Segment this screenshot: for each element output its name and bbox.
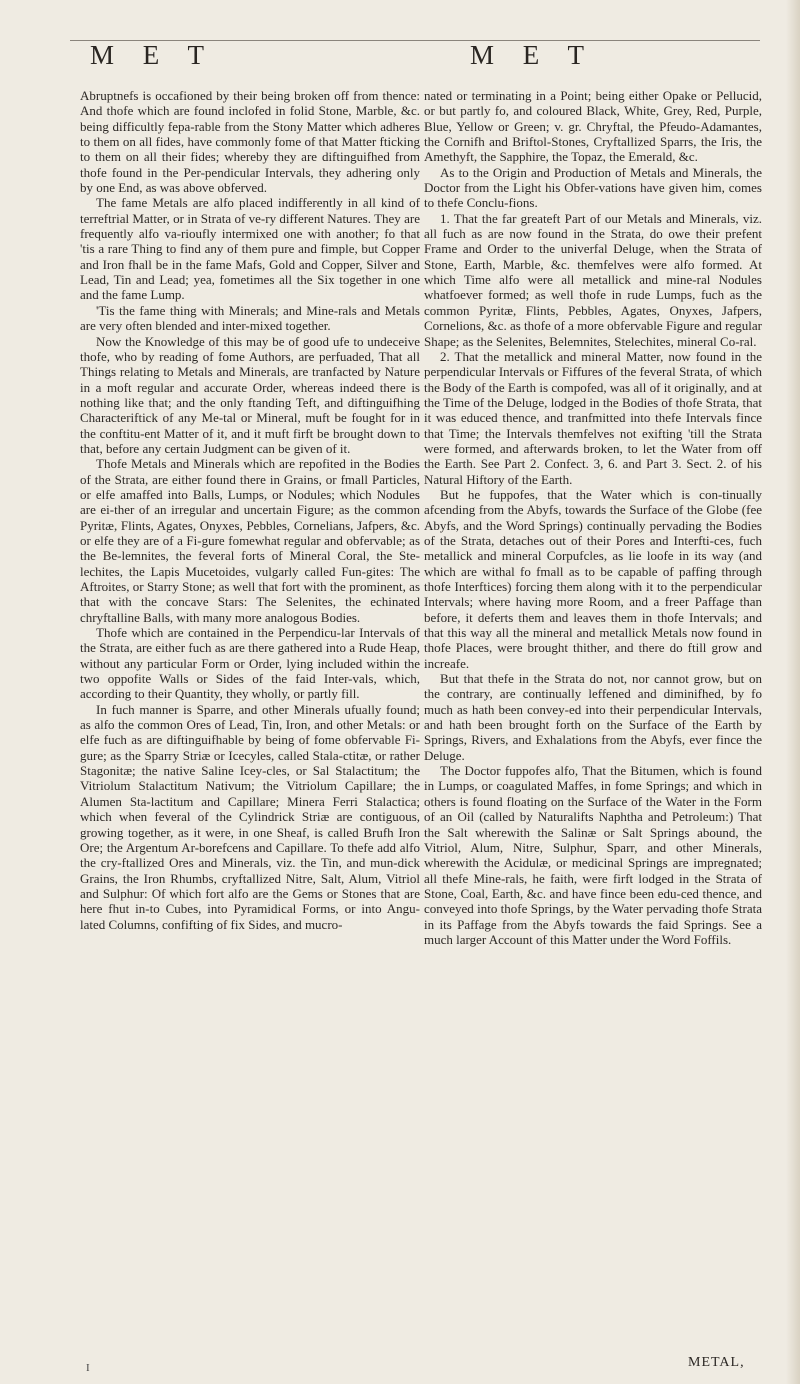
running-head-left: M E T — [90, 40, 216, 70]
paragraph: 1. That the far greateft Part of our Metals and Minerals, viz. all fuch as are now found in the Strata, do owe their prefent Frame and Order to the univerfal Deluge, when the Strata of Stone, Earth, Marble, &c. themfelves were alfo formed. At which Time alfo were all metallick and mine-ral Nodules whatfoever formed; as well thofe in rude Lumps, fuch as the common Pyritæ, Flints, Pebbles, Agates, Onyxes, Jafpers, Cornelions, &c. as thofe of a more obfervable Figure and regular Shape; as the Selenites, Belemnites, Stelechites, mineral Co-ral. — [424, 210, 762, 349]
catchword: METAL, — [688, 1355, 745, 1370]
running-head-right: M E T — [470, 40, 596, 70]
paragraph: But that thefe in the Strata do not, nor cannot grow, but on the contrary, are continually leffened and diminifhed, by fo much as hath been convey-ed into their perpendicular Intervals, and hath been brought forth on the Surface of the Earth by Springs, Rivers, and Exhalations from the Abyfs, ever fince the Deluge. — [424, 671, 762, 763]
paragraph: The fame Metals are alfo placed indifferently in all kind of terreftrial Matter, or in Strata of ve-ry different Natures. They are frequently alfo va-rioufly intermixed one with another; fo that 'tis a rare Thing to find any of them pure and fimple, but Copper and Iron fhall be in the fame Mafs, Gold and Copper, Silver and Lead, Tin and Lead; yea, fometimes all the Six together in one and the fame Lump. — [80, 195, 420, 303]
paragraph: In fuch manner is Sparre, and other Minerals ufually found; as alfo the common Ores of Lead, Tin, Iron, and other Metals: or elfe fuch as are diftinguifhable by being of fome obfervable Fi-gure; as the Sparry Striæ or Icecyles, called Stala-ctitæ, or rather Stagonitæ; the native Saline Icey-cles, or Sal Stalactitum; the Vitriolum Stalactitum Nativum; the Vitriolum Capillare; the Alumen Sta-lactitum and Capillare; Minera Ferri Stalactica; which when feveral of the Cylindrick Striæ are contiguous, growing together, as it were, in one Sheaf, is called Brufh Iron Ore; the Argentum Ar-borefcens and Capillare. To thefe add alfo the cry-ftallized Ores and Minerals, viz. the Tin, and mun-dick Grains, the Iron Rhumbs, cryftallized Nitre, Salt, Alum, Vitriol and Sulphur: Of which fort alfo are the Gems or Stones that are here fhut in-to Cubes, into Pyramidical Forms, or into Angu-lated Columns, confifting of fix Sides, and mucro- — [80, 701, 420, 932]
left-column — [80, 88, 420, 932]
paragraph: Now the Knowledge of this may be of good ufe to undeceive thofe, who by reading of fome Authors, are perfuaded, That all Things relating to Metals and Minerals, are tranfacted by Nature in a moft regular and accurate Order, whereas indeed there is nothing like that; and the only ftanding Teft, and diftinguifhing Characteriftick of any Me-tal or Mineral, muft be fought for in the conftitu-ent Matter of it, and it muft firft be brought down to that, before any certain Judgment can be given of it. — [80, 333, 420, 456]
paragraph: But he fuppofes, that the Water which is con-tinually afcending from the Abyfs, towards the Surface of the Globe (fee Abyfs, and the Word Springs) continually pervading the Bodies of the Strata, detaches out of their Pores and Interfti-ces, fuch metallick and mineral Corpufcles, as lie loofe in its way (and which are withal fo fmall as to be capable of paffing through thofe Interftices) forcing them along with it to the perpendicular Intervals; where having more Room, and a freer Paffage than before, it deferts them and leaves them in thofe Intervals; and that this way all the mineral and metallick Metals now found in thofe Places, were brought thither, and there do ftill grow and increafe. — [424, 486, 762, 671]
paragraph: nated or terminating in a Point; being either Opake or Pellucid, or but partly fo, and coloured Black, White, Grey, Red, Purple, Blue, Yellow or Green; v. gr. Chryftal, the Pfeudo-Adamantes, the Cornifh and Briftol-Stones, Cryftallized Sparrs, the Iris, the Amethyft, the Sapphire, the Topaz, the Emerald, &c. — [424, 88, 762, 165]
paragraph: 2. That the metallick and mineral Matter, now found in the perpendicular Intervals or Fiffures of the feveral Strata, of which the Body of the Earth is compofed, was all of it originally, and at the Time of the Deluge, lodged in the Bodies of thofe Strata, that it was educed thence, and tranfmitted into thefe Intervals fince that Time; the Intervals themfelves not exifting 'till the Strata were formed, and afterwards broken, to let the Water from off the Earth. See Part 2. Confect. 3, 6. and Part 3. Sect. 2. of his Natural Hiftory of the Earth. — [424, 348, 762, 487]
paragraph: 'Tis the fame thing with Minerals; and Mine-rals and Metals are very often blended and inter-mixed together. — [80, 302, 420, 334]
paragraph: Abruptnefs is occafioned by their being broken off from thence: And thofe which are found inclofed in folid Stone, Marble, &c. being difficultly fepa-rable from the Stony Matter which adheres to them on all fides, have commonly fome of that Matter fticking to them on all their fides; whereby they are diftinguifhed from thofe found in the Per-pendicular Intervals, they adhering only by one End, as was above obferved. — [80, 88, 420, 196]
signature-mark: I — [86, 1362, 90, 1374]
right-column — [424, 88, 762, 947]
paragraph: Thofe Metals and Minerals which are repofited in the Bodies of the Strata, are either found there in Grains, or fmall Particles, or elfe amaffed into Balls, Lumps, or Nodules; which Nodules are ei-ther of an irregular and uncertain Figure; as the common Pyritæ, Flints, Agates, Onyxes, Pebbles, Cornelians, Jafpers, &c. or elfe they are of a Fi-gure fomewhat regular and obfervable; as the Be-lemnites, the feveral forts of Mineral Coral, the Ste-lechites, the Lapis Mucetoides, vulgarly called Fun-gites: The Aftroites, or Starry Stone; as well that fort with the prominent, as that with the concave Stars: The Selenites, the echinated chryftalline Balls, with many more analogous Bodies. — [80, 456, 420, 625]
paragraph: The Doctor fuppofes alfo, That the Bitumen, which is found in Lumps, or coagulated Maffes, in fome Springs; and which in others is found floating on the Surface of the Water in the Form of an Oil (called by Naturalifts Naphtha and Petroleum:) That the Salt wherewith the Salinæ or Salt Springs abound, the Vitriol, Alum, Nitre, Sulphur, Sparr, and other Minerals, wherewith the Acidulæ, or medicinal Springs are impregnated; all thefe Mine-rals, he faith, were firft lodged in the Strata of Stone, Coal, Earth, &c. and have fince been edu-ced thence, and conveyed into thofe Springs, by the Water pervading thofe Strata in its Paffage from the Abyfs towards the faid Springs. See a much larger Account of this Matter under the Word Foffils. — [424, 763, 762, 947]
paragraph: Thofe which are contained in the Perpendicu-lar Intervals of the Strata, are either fuch as are there gathered into a Rude Heap, without any particular Form or Order, lying included within the two oppofite Walls or Sides of the faid Inter-vals, which, according to their Quantity, they wholly, or partly fill. — [80, 625, 420, 702]
page-edge-shadow — [786, 0, 800, 1384]
paragraph: As to the Origin and Production of Metals and Minerals, the Doctor from the Light his Obfer-vations have given him, comes to thefe Conclu-fions. — [424, 164, 762, 211]
